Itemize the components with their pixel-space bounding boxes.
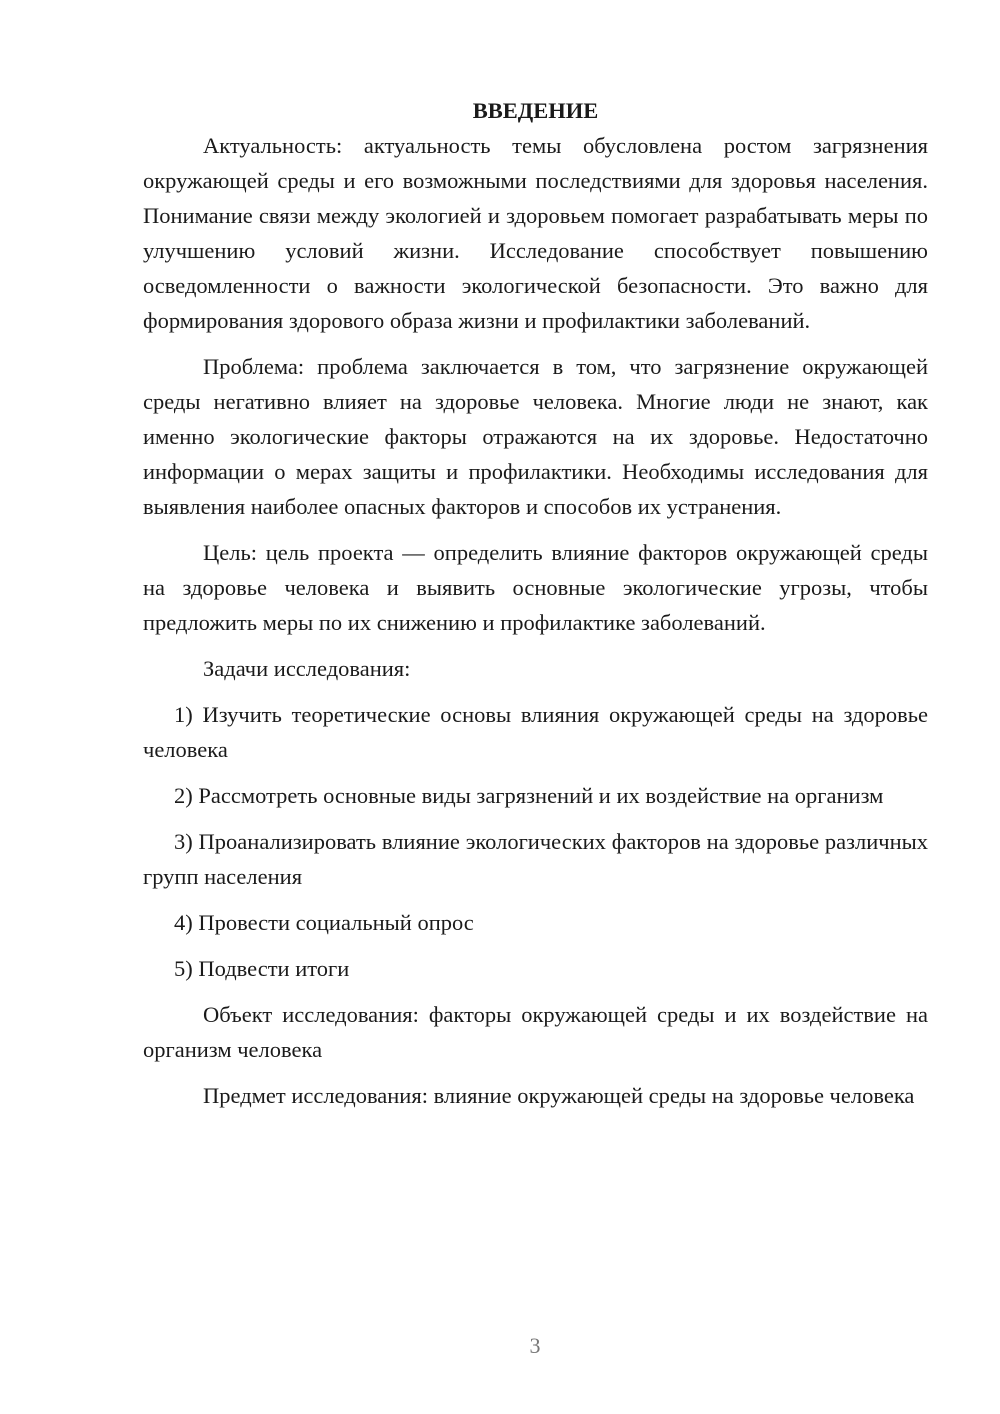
page-number: 3 <box>529 1333 541 1358</box>
task-item: 3) Проанализировать влияние экологических факторов на здоровье различных групп населения <box>143 829 928 889</box>
task-item: 5) Подвести итоги <box>174 956 350 981</box>
tasks-heading: Задачи исследования: <box>203 656 411 681</box>
section-title: ВВЕДЕНИЕ <box>472 98 599 123</box>
relevance-paragraph: Актуальность: актуальность темы обусловлена ростом загрязнения окружающей среды и его возможными последствиями для здоровья населения. Понимание связи между экологией и здоровьем помогает разрабатывать меры по улучшению условий жизни. Исследование способствует повышению осведомленности о важности экологической безопасности. Это важно для формирования здорового образа жизни и профилактики заболеваний. <box>143 133 928 333</box>
page-content <box>143 93 928 1113</box>
research-object-paragraph: Объект исследования: факторы окружающей среды и их воздействие на организм человека <box>143 1002 928 1062</box>
task-item: 2) Рассмотреть основные виды загрязнений и их воздействие на организм <box>174 783 884 808</box>
problem-paragraph: Проблема: проблема заключается в том, что загрязнение окружающей среды негативно влияет на здоровье человека. Многие люди не знают, как именно экологические факторы отражаются на их здоровье. Недостаточно информации о мерах защиты и профилактики. Необходимы исследования для выявления наиболее опасных факторов и способов их устранения. <box>143 354 928 519</box>
task-item: 4) Провести социальный опрос <box>174 910 474 935</box>
task-item: 1) Изучить теоретические основы влияния окружающей среды на здоровье человека <box>143 702 928 762</box>
goal-paragraph: Цель: цель проекта — определить влияние факторов окружающей среды на здоровье человека и выявить основные экологические угрозы, чтобы предложить меры по их снижению и профилактике заболеваний. <box>143 540 928 635</box>
research-subject-paragraph: Предмет исследования: влияние окружающей среды на здоровье человека <box>203 1083 915 1108</box>
